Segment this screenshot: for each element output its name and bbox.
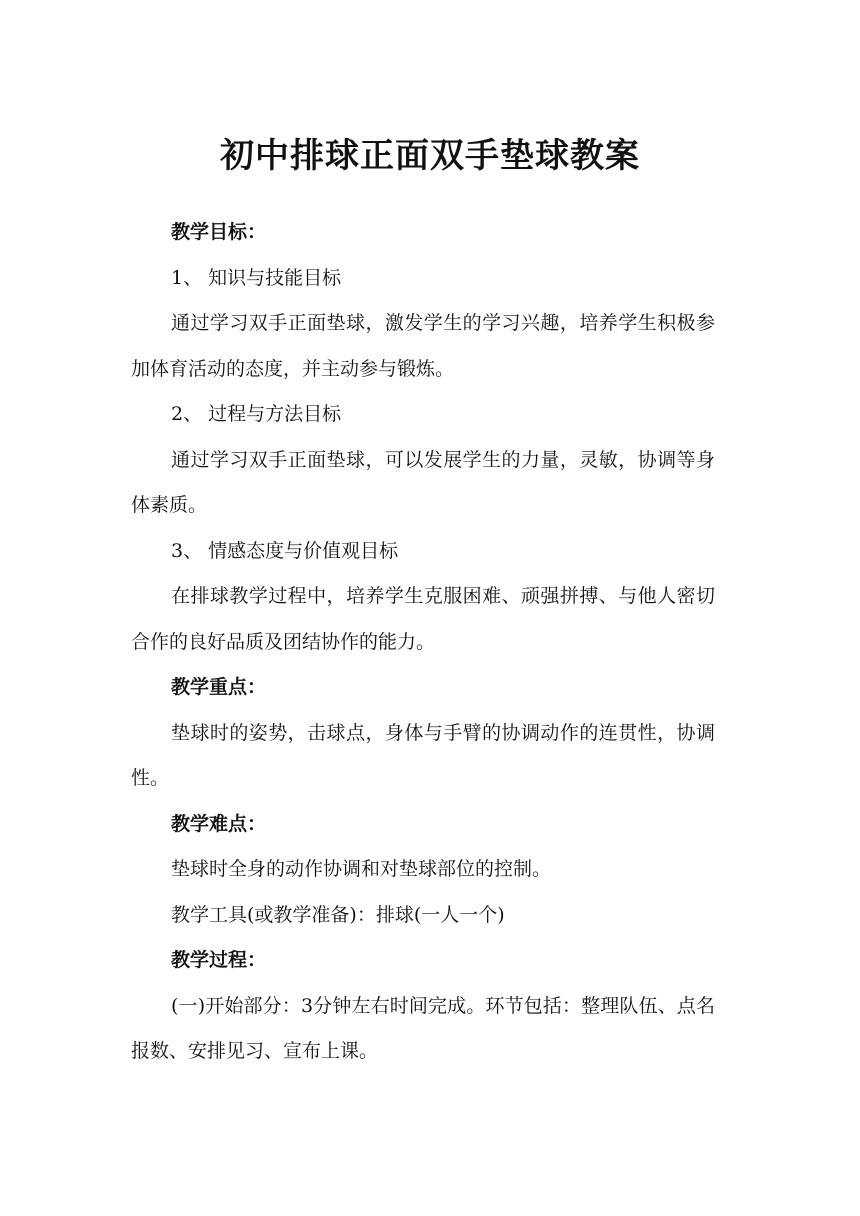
document-body bbox=[131, 210, 715, 1075]
goal-text-attitudes-values: 在排球教学过程中，培养学生克服困难、顽强拼搏、与他人密切合作的良好品质及团结协作的能力。 bbox=[131, 585, 715, 653]
document-title: 初中排球正面双手垫球教案 bbox=[220, 136, 640, 176]
goal-item-process-methods: 2、 过程与方法目标 bbox=[171, 403, 342, 425]
goal-item-knowledge-skills: 1、 知识与技能目标 bbox=[171, 266, 342, 289]
process-opening-part-text: (一)开始部分：3分钟左右时间完成。环节包括：整理队伍、点名报数、安排见习、宣布上课。 bbox=[131, 994, 715, 1062]
section-heading-difficulties: 教学难点： bbox=[171, 812, 267, 835]
goal-text-process-methods: 通过学习双手正面垫球，可以发展学生的力量，灵敏，协调等身体素质。 bbox=[131, 448, 715, 516]
goal-item-attitudes-values: 3、 情感态度与价值观目标 bbox=[171, 539, 399, 562]
section-heading-key-points: 教学重点： bbox=[171, 676, 267, 698]
difficulties-text: 垫球时全身的动作协调和对垫球部位的控制。 bbox=[171, 858, 552, 880]
teaching-tools-text: 教学工具(或教学准备)：排球(一人一个) bbox=[171, 903, 505, 926]
section-heading-teaching-process: 教学过程： bbox=[171, 949, 267, 971]
key-points-text: 垫球时的姿势，击球点，身体与手臂的协调动作的连贯性，协调性。 bbox=[131, 721, 715, 789]
goal-text-knowledge-skills: 通过学习双手正面垫球，激发学生的学习兴趣，培养学生积极参加体育活动的态度，并主动参与锻炼。 bbox=[131, 312, 715, 380]
section-heading-teaching-goals: 教学目标： bbox=[171, 221, 267, 243]
